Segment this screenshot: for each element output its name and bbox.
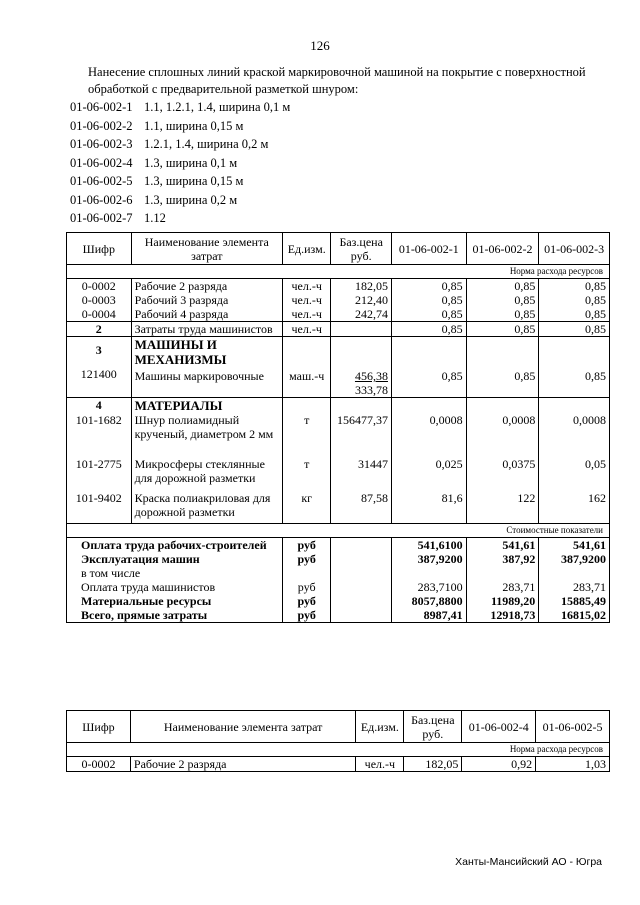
cell-value: 81,6 bbox=[391, 491, 466, 523]
code-item bbox=[70, 154, 290, 173]
cell-code: 2 bbox=[67, 322, 132, 337]
header-code: Шифр bbox=[67, 711, 131, 743]
cell-price: 182,05 bbox=[404, 757, 462, 772]
cell-code: 0-0003 bbox=[67, 293, 132, 307]
cost-value: 541,61 bbox=[466, 537, 539, 552]
code-item bbox=[70, 172, 290, 191]
cost-label: Стоимостные показатели bbox=[67, 523, 610, 537]
cell-code: 121400 bbox=[67, 367, 132, 398]
cost-value: 387,9200 bbox=[391, 552, 466, 566]
table-row bbox=[67, 367, 610, 398]
table-row bbox=[67, 293, 610, 307]
code-list bbox=[70, 98, 290, 228]
table-row bbox=[67, 322, 610, 337]
header-col-2: 01-06-002-2 bbox=[466, 233, 539, 265]
cell-code: 101-9402 bbox=[67, 491, 132, 523]
cell-value: 0,85 bbox=[391, 367, 466, 398]
code: 01-06-002-3 bbox=[70, 137, 133, 151]
cell-value: 162 bbox=[539, 491, 610, 523]
norm-label: Норма расхода ресурсов bbox=[67, 743, 610, 757]
cost-row bbox=[67, 594, 610, 608]
cost-value: 541,61 bbox=[539, 537, 610, 552]
code: 01-06-002-4 bbox=[70, 155, 133, 170]
cell-unit: чел.-ч bbox=[356, 757, 404, 772]
cost-name: Оплата труда машинистов bbox=[67, 580, 283, 594]
code: 01-06-002-2 bbox=[70, 118, 133, 133]
code-desc: 1.3, ширина 0,1 м bbox=[144, 155, 238, 170]
cell-name: Микросферы стеклянные для дорожной разметки bbox=[131, 457, 282, 491]
code: 01-06-002-5 bbox=[70, 174, 133, 188]
cell-value: 0,85 bbox=[539, 293, 610, 307]
cell-price: 87,58 bbox=[331, 491, 392, 523]
cell-value: 0,85 bbox=[466, 322, 539, 337]
cell-code: 101-2775 bbox=[67, 457, 132, 491]
table-row bbox=[67, 491, 610, 523]
cell-value: 0,85 bbox=[466, 279, 539, 294]
cell-name: Машины маркировочные bbox=[131, 367, 282, 398]
code-desc: 1.2.1, 1.4, ширина 0,2 м bbox=[144, 137, 269, 151]
section-number: 3 bbox=[67, 337, 132, 368]
cell-name: Рабочий 3 разряда bbox=[131, 293, 282, 307]
cost-value: 541,6100 bbox=[391, 537, 466, 552]
table-header-row bbox=[67, 233, 610, 265]
cell-unit: чел.-ч bbox=[282, 279, 330, 294]
norm-label-row bbox=[67, 743, 610, 757]
cost-value: 16815,02 bbox=[539, 608, 610, 623]
section-title: МАТЕРИАЛЫ bbox=[131, 398, 282, 414]
code-desc: 1.1, ширина 0,15 м bbox=[144, 118, 244, 133]
cost-unit: руб bbox=[282, 608, 330, 623]
cell-name: Затраты труда машинистов bbox=[131, 322, 282, 337]
cost-value: 283,7100 bbox=[391, 580, 466, 594]
cell-unit: т bbox=[282, 413, 330, 457]
cost-unit: руб bbox=[282, 594, 330, 608]
cost-value: 8057,8800 bbox=[391, 594, 466, 608]
cost-name: Оплата труда рабочих-строителей bbox=[67, 537, 283, 552]
section-row bbox=[67, 337, 610, 368]
cell-code: 0-0002 bbox=[67, 757, 131, 772]
cell-name: Шнур полиамидный крученый, диаметром 2 мм bbox=[131, 413, 282, 457]
cell-price: 156477,37 bbox=[331, 413, 392, 457]
cell-value: 0,85 bbox=[391, 307, 466, 322]
cost-row bbox=[67, 580, 610, 594]
cell-value: 0,85 bbox=[539, 279, 610, 294]
header-unit: Ед.изм. bbox=[282, 233, 330, 265]
code: 01-06-002-7 bbox=[70, 211, 133, 225]
code-item bbox=[70, 209, 290, 228]
cell-value: 0,85 bbox=[539, 367, 610, 398]
table-row bbox=[67, 757, 610, 772]
norm-label: Норма расхода ресурсов bbox=[67, 265, 610, 279]
cell-value: 0,0375 bbox=[466, 457, 539, 491]
header-price: Баз.цена руб. bbox=[404, 711, 462, 743]
cell-value: 0,85 bbox=[539, 307, 610, 322]
table-row bbox=[67, 307, 610, 322]
cell-code: 101-1682 bbox=[67, 413, 132, 457]
cell-price bbox=[331, 322, 392, 337]
cost-value: 12918,73 bbox=[466, 608, 539, 623]
cell-price: 182,05 bbox=[331, 279, 392, 294]
cell-unit: т bbox=[282, 457, 330, 491]
header-unit: Ед.изм. bbox=[356, 711, 404, 743]
page-number: 126 bbox=[310, 38, 330, 53]
section-row bbox=[67, 398, 610, 414]
cell-unit: кг bbox=[282, 491, 330, 523]
cell-unit: чел.-ч bbox=[282, 293, 330, 307]
section-number: 4 bbox=[67, 398, 132, 414]
cell-unit: чел.-ч bbox=[282, 322, 330, 337]
cell-value: 0,0008 bbox=[539, 413, 610, 457]
header-name: Наименование элемента затрат bbox=[131, 233, 282, 265]
price-main: 456,38 bbox=[354, 369, 388, 383]
price-machinist: 333,78 bbox=[354, 383, 388, 397]
cell-value: 0,025 bbox=[391, 457, 466, 491]
header-code: Шифр bbox=[67, 233, 132, 265]
cell-price: 242,74 bbox=[331, 307, 392, 322]
cost-unit: руб bbox=[282, 537, 330, 552]
code: 01-06-002-1 bbox=[70, 100, 133, 114]
header-name: Наименование элемента затрат bbox=[130, 711, 355, 743]
header-price: Баз.цена руб. bbox=[331, 233, 392, 265]
header-col-1: 01-06-002-1 bbox=[391, 233, 466, 265]
cell-value: 0,85 bbox=[539, 322, 610, 337]
cell-name: Рабочие 2 разряда bbox=[130, 757, 355, 772]
cell-unit: маш.-ч bbox=[282, 367, 330, 398]
code-item bbox=[70, 117, 290, 136]
cell-value: 0,0008 bbox=[391, 413, 466, 457]
code: 01-06-002-6 bbox=[70, 192, 133, 207]
cell-code: 0-0002 bbox=[67, 279, 132, 294]
norm-label-row bbox=[67, 265, 610, 279]
cell-price bbox=[331, 367, 392, 398]
cell-code: 0-0004 bbox=[67, 307, 132, 322]
cell-value: 0,85 bbox=[391, 322, 466, 337]
cell-price: 31447 bbox=[331, 457, 392, 491]
cell-value: 0,85 bbox=[466, 307, 539, 322]
cell-name: Рабочий 4 разряда bbox=[131, 307, 282, 322]
code-item bbox=[70, 135, 290, 154]
cell-unit: чел.-ч bbox=[282, 307, 330, 322]
section-title: МАШИНЫ И МЕХАНИЗМЫ bbox=[131, 337, 282, 368]
code-desc: 1.1, 1.2.1, 1.4, ширина 0,1 м bbox=[144, 100, 291, 114]
table-row bbox=[67, 457, 610, 491]
cell-price: 212,40 bbox=[331, 293, 392, 307]
cost-row bbox=[67, 537, 610, 552]
cell-value: 0,85 bbox=[466, 293, 539, 307]
cost-name: Материальные ресурсы bbox=[67, 594, 283, 608]
cost-value: 11989,20 bbox=[466, 594, 539, 608]
table-row bbox=[67, 413, 610, 457]
code-desc: 1.3, ширина 0,2 м bbox=[144, 192, 238, 207]
table-row bbox=[67, 279, 610, 294]
cell-value: 0,05 bbox=[539, 457, 610, 491]
cost-value: 283,71 bbox=[539, 580, 610, 594]
header-col-3: 01-06-002-3 bbox=[539, 233, 610, 265]
cost-unit: руб bbox=[282, 580, 330, 594]
resource-table-2 bbox=[66, 710, 610, 772]
cost-value: 15885,49 bbox=[539, 594, 610, 608]
intro-text: Нанесение сплошных линий краской маркировочной машиной на покрытие с поверхностной обработкой с предварительной разметкой шнуром: bbox=[88, 65, 586, 96]
cell-value: 1,03 bbox=[536, 757, 610, 772]
cell-name: Краска полиакриловая для дорожной разметки bbox=[131, 491, 282, 523]
cost-value: 8987,41 bbox=[391, 608, 466, 623]
cell-value: 0,85 bbox=[466, 367, 539, 398]
header-col-4: 01-06-002-4 bbox=[462, 711, 536, 743]
cell-value: 0,85 bbox=[391, 279, 466, 294]
cost-row bbox=[67, 566, 610, 580]
cost-value: 387,92 bbox=[466, 552, 539, 566]
resource-table-1 bbox=[66, 232, 610, 623]
table-header-row bbox=[67, 711, 610, 743]
cost-label-row bbox=[67, 523, 610, 537]
cost-row bbox=[67, 552, 610, 566]
code-item bbox=[70, 191, 290, 210]
cost-value: 283,71 bbox=[466, 580, 539, 594]
cell-value: 0,85 bbox=[391, 293, 466, 307]
cell-value: 0,0008 bbox=[466, 413, 539, 457]
code-desc: 1.3, ширина 0,15 м bbox=[144, 174, 244, 188]
footer-region: Ханты-Мансийский АО - Югра bbox=[455, 856, 602, 868]
cell-value: 122 bbox=[466, 491, 539, 523]
code-desc: 1.12 bbox=[144, 211, 166, 225]
cost-name: Эксплуатация машин bbox=[67, 552, 283, 566]
cost-unit: руб bbox=[282, 552, 330, 566]
cost-name: в том числе bbox=[67, 566, 283, 580]
cost-value: 387,9200 bbox=[539, 552, 610, 566]
cell-value: 0,92 bbox=[462, 757, 536, 772]
header-col-5: 01-06-002-5 bbox=[536, 711, 610, 743]
cell-name: Рабочие 2 разряда bbox=[131, 279, 282, 294]
code-item bbox=[70, 98, 290, 117]
cost-name: Всего, прямые затраты bbox=[67, 608, 283, 623]
cost-row bbox=[67, 608, 610, 623]
